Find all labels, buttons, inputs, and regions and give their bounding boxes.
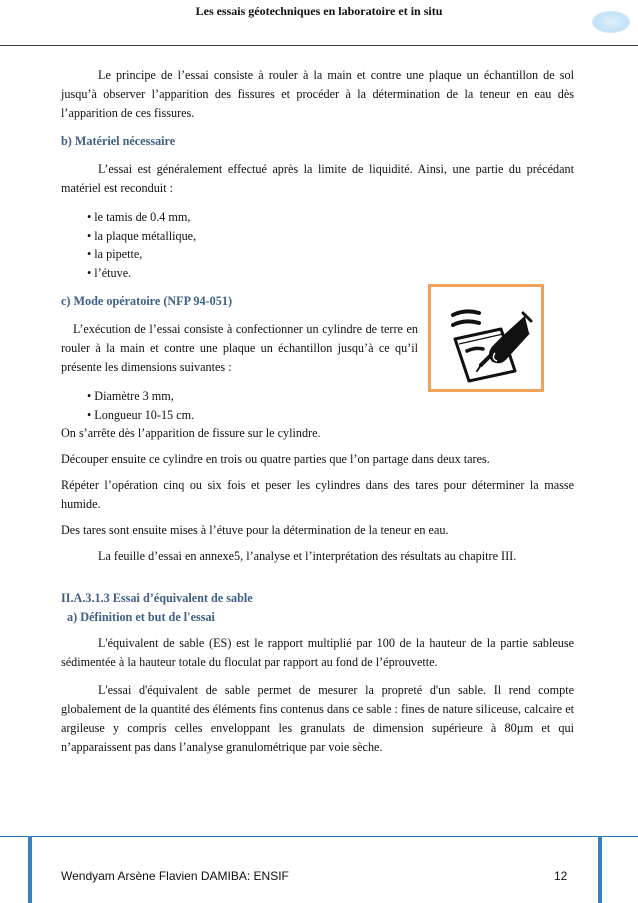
page-number: 12 [554, 869, 568, 883]
paragraph-es-goal: L'essai d'équivalent de sable permet de mesurer la propreté d'un sable. Il rend compte globalement de la quantité des éléments fins contenus dans ce sable : fines de nature siliceuse, calcaire et argileuse y compris celles enveloppant les granulats de dimension supérieure à 80µm et qui n’apparaissent pas dans l’analyse granulométrique par voie sèche. [61, 683, 574, 754]
footer-divider [0, 836, 638, 837]
writing-hand-icon [431, 287, 541, 389]
list-item: • le tamis de 0.4 mm, [87, 208, 574, 227]
page-header-title: Les essais géotechniques en laboratoire et in situ [195, 4, 443, 18]
heading-materiel: b) Matériel nécessaire [61, 134, 176, 148]
heading-mode-operatoire: c) Mode opératoire (NFP 94-051) [61, 294, 233, 308]
paragraph-mode: L’exécution de l’essai consiste à confectionner un cylindre de terre en rouler à la main et contre une plaque un échantillon jusqu’à ce qu’il présente les dimensions suivantes : [61, 322, 418, 374]
list-item: • Longueur 10-15 cm. [87, 406, 574, 425]
paragraph-cut: Découper ensuite ce cylindre en trois ou quatre parties que l’on partage dans deux tares. [61, 452, 490, 466]
header-decoration [592, 11, 630, 33]
footer-right-bar [598, 836, 602, 903]
paragraph-materiel: L’essai est généralement effectué après la limite de liquidité. Ainsi, une partie du précédant matériel est reconduit : [61, 162, 574, 195]
paragraph-annex: La feuille d’essai en annexe5, l’analyse et l’interprétation des résultats au chapitre III. [98, 549, 517, 563]
header-divider [0, 45, 638, 46]
paragraph-repeat: Répéter l’opération cinq ou six fois et peser les cylindres dans des tares pour déterminer la masse humide. [61, 478, 574, 511]
page-content [61, 66, 574, 757]
footer-left-bar [28, 836, 32, 903]
footer-author: Wendyam Arsène Flavien DAMIBA: ENSIF [61, 869, 289, 883]
heading-definition: a) Définition et but de l'essai [67, 610, 215, 624]
paragraph-principle: Le principe de l’essai consiste à rouler à la main et contre une plaque un échantillon de sol jusqu’à observer l’apparition des fissures et procéder à la détermination de la teneur en eau dès l’apparition de ces fissures. [61, 68, 574, 120]
paragraph-es-definition: L'équivalent de sable (ES) est le rapport multiplié par 100 de la hauteur de la partie sableuse sédimentée à la hauteur totale du floculat par rapport au fond de l’éprouvette. [61, 636, 574, 669]
heading-equivalent-sable: II.A.3.1.3 Essai d’équivalent de sable [61, 591, 253, 605]
list-item: • Diamètre 3 mm, [87, 387, 574, 406]
materiel-list [61, 208, 574, 282]
list-item: • l’étuve. [87, 264, 574, 283]
list-item: • la pipette, [87, 245, 574, 264]
illustration-frame [428, 284, 544, 392]
paragraph-stop: On s’arrête dès l’apparition de fissure sur le cylindre. [61, 426, 321, 440]
list-item: • la plaque métallique, [87, 227, 574, 246]
paragraph-tares: Des tares sont ensuite mises à l’étuve pour la détermination de la teneur en eau. [61, 523, 449, 537]
